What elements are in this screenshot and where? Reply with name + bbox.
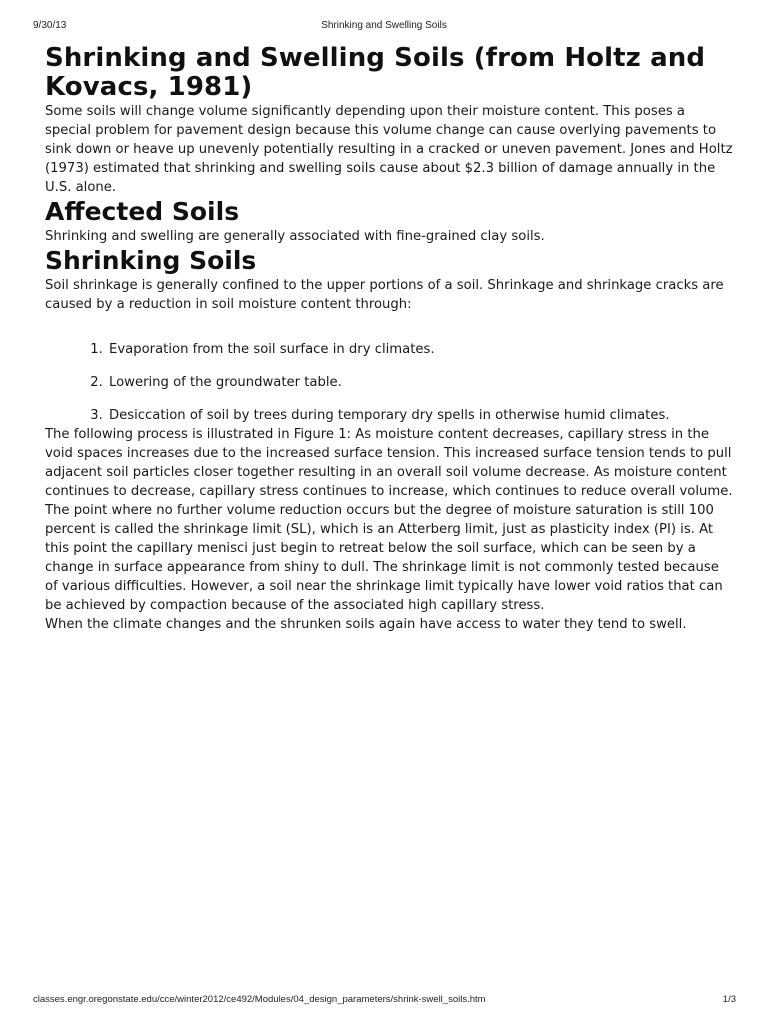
shrinking-soils-paragraph: Soil shrinkage is generally confined to the upper portions of a soil. Shrinkage and shrinkage cracks are caused by a reduction in soil moisture content through: [45, 278, 724, 312]
climate-change-paragraph: When the climate changes and the shrunken soils again have access to water they tend to swell. [45, 617, 687, 632]
intro-paragraph: Some soils will change volume significantly depending upon their moisture content. This poses a special problem for pavement design because this volume change can cause overlying pavements to sink down or heave up unevenly potentially resulting in a cracked or uneven pavement. Jones and Holtz (1973) estimated that shrinking and swelling soils cause about $2.3 billion of damage annually in the U.S. alone. [45, 104, 733, 195]
shrinking-soils-heading: Shrinking Soils [45, 246, 257, 275]
moisture-reduction-causes-list [45, 340, 735, 425]
affected-soils-paragraph: Shrinking and swelling are generally associated with fine-grained clay soils. [45, 229, 545, 244]
print-document-title: Shrinking and Swelling Soils [321, 20, 447, 31]
print-footer [0, 994, 768, 1008]
page-content [45, 44, 735, 634]
list-item: 1. Evaporation from the soil surface in dry climates. [107, 340, 735, 359]
list-item: 2. Lowering of the groundwater table. [107, 373, 735, 392]
print-date: 9/30/13 [33, 20, 67, 31]
print-header [0, 20, 768, 34]
print-source-url: classes.engr.oregonstate.edu/cce/winter2012/ce492/Modules/04_design_parameters/shrink-swell_soils.htm [33, 994, 486, 1005]
affected-soils-heading: Affected Soils [45, 197, 240, 226]
shrinkage-process-paragraph: The following process is illustrated in Figure 1: As moisture content decreases, capillary stress in the void spaces increases due to the increased surface tension. This increased surface tension tends to pull adjacent soil particles closer together resulting in an overall soil volume decrease. As moisture content continues to decrease, capillary stress continues to increase, which continues to reduce overall volume. The point where no further volume reduction occurs but the degree of moisture saturation is still 100 percent is called the shrinkage limit (SL), which is an Atterberg limit, just as plasticity index (PI) is. At this point the capillary menisci just begin to retreat below the soil surface, which can be seen by a change in surface appearance from shiny to dull. The shrinkage limit is not commonly tested because of various difficulties. However, a soil near the shrinkage limit typically have lower void ratios that can be achieved by compaction because of the associated high capillary stress. [45, 427, 733, 613]
list-item: 3. Desiccation of soil by trees during temporary dry spells in otherwise humid climates. [107, 406, 735, 425]
page-number: 1/3 [722, 994, 736, 1005]
page-title: Shrinking and Swelling Soils (from Holtz and Kovacs, 1981) [45, 43, 706, 102]
